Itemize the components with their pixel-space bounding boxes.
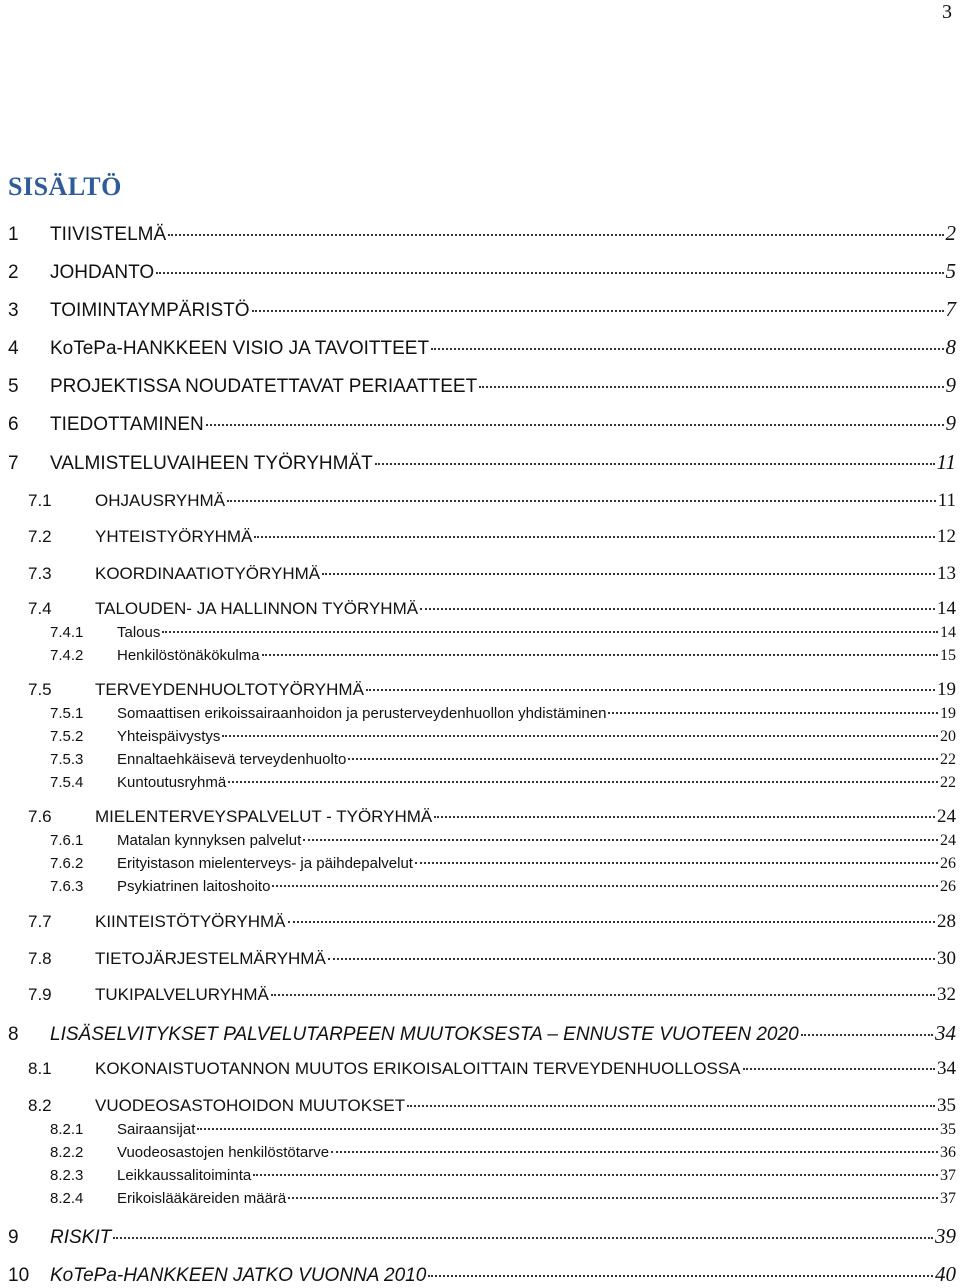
- entry-number: 7.4: [28, 599, 52, 618]
- entry-page: 26: [940, 855, 956, 872]
- entry-page: 11: [937, 490, 956, 511]
- entry-title: Talous: [117, 624, 161, 641]
- toc-entry[interactable]: [28, 1095, 956, 1117]
- entry-title: LISÄSELVITYKSET PALVELUTARPEEN MUUTOKSESTA – ENNUSTE VUOTEEN 2020: [50, 1024, 799, 1045]
- entry-title: PROJEKTISSA NOUDATETTAVAT PERIAATTEET: [50, 376, 478, 397]
- entry-number: 7.5.4: [50, 774, 84, 791]
- dot-leader: [331, 1151, 938, 1153]
- entry-title: Ennaltaehkäisevä terveydenhuolto: [117, 751, 347, 768]
- toc-entry[interactable]: [28, 679, 956, 701]
- dot-leader: [608, 712, 938, 714]
- toc-entry[interactable]: [8, 1224, 956, 1250]
- dot-leader: [420, 608, 935, 610]
- entry-title: TIETOJÄRJESTELMÄRYHMÄ: [95, 949, 326, 968]
- entry-page: 37: [940, 1190, 956, 1207]
- entry-page: 9: [945, 411, 956, 435]
- entry-page: 20: [940, 728, 956, 745]
- entry-page: 12: [937, 526, 956, 547]
- toc-entry[interactable]: [28, 948, 956, 970]
- entry-number: 5: [8, 376, 19, 397]
- toc-entry[interactable]: [8, 1262, 956, 1288]
- entry-number: 7.7: [28, 912, 52, 931]
- dot-leader: [222, 735, 938, 737]
- entry-title: Leikkaussalitoiminta: [117, 1167, 252, 1184]
- entry-number: 8.2: [28, 1096, 52, 1115]
- toc-entry[interactable]: [50, 704, 956, 724]
- toc-entry[interactable]: [8, 259, 956, 285]
- dot-leader: [197, 1128, 938, 1130]
- entry-title: KIINTEISTÖTYÖRYHMÄ: [95, 912, 286, 931]
- dot-leader: [348, 758, 938, 760]
- toc-entry[interactable]: [50, 831, 956, 851]
- toc-entry[interactable]: [50, 1166, 956, 1186]
- dot-leader: [162, 631, 938, 633]
- entry-number: 7.6.3: [50, 878, 84, 895]
- toc-entry[interactable]: [50, 1189, 956, 1209]
- entry-page: 34: [937, 1058, 956, 1079]
- entry-title: RISKIT: [50, 1227, 112, 1248]
- entry-number: 7.6.1: [50, 832, 84, 849]
- entry-title: Yhteispäivystys: [117, 728, 221, 745]
- dot-leader: [253, 1174, 938, 1176]
- entry-title: TALOUDEN- JA HALLINNON TYÖRYHMÄ: [95, 599, 419, 618]
- entry-number: 10: [8, 1265, 30, 1286]
- entry-page: 35: [940, 1121, 956, 1138]
- entry-title: TIIVISTELMÄ: [50, 224, 167, 245]
- entry-page: 19: [940, 705, 956, 722]
- entry-number: 2: [8, 262, 19, 283]
- entry-page: 11: [936, 450, 956, 474]
- toc-entry[interactable]: [50, 646, 956, 666]
- entry-title: Sairaansijat: [117, 1121, 196, 1138]
- entry-title: YHTEISTYÖRYHMÄ: [95, 527, 253, 546]
- toc-entry[interactable]: [50, 1143, 956, 1163]
- entry-number: 8.2.4: [50, 1190, 84, 1207]
- toc-entry[interactable]: [8, 373, 956, 399]
- toc-entry[interactable]: [28, 598, 956, 620]
- toc-entry[interactable]: [50, 623, 956, 643]
- entry-number: 9: [8, 1227, 19, 1248]
- entry-page: 2: [945, 221, 956, 245]
- entry-number: 3: [8, 300, 19, 321]
- entry-number: 7.5.2: [50, 728, 84, 745]
- entry-page: 35: [937, 1095, 956, 1116]
- toc-entry[interactable]: [8, 335, 956, 361]
- entry-number: 7.6.2: [50, 855, 84, 872]
- entry-page: 40: [935, 1262, 956, 1286]
- entry-page: 28: [937, 911, 956, 932]
- dot-leader: [801, 1034, 933, 1036]
- toc-entry[interactable]: [50, 750, 956, 770]
- dot-leader: [322, 573, 935, 575]
- toc-entry[interactable]: [8, 221, 956, 247]
- toc-entry[interactable]: [8, 411, 956, 437]
- entry-title: TIEDOTTAMINEN: [50, 414, 204, 435]
- entry-title: Erikoislääkäreiden määrä: [117, 1190, 287, 1207]
- dot-leader: [156, 272, 943, 274]
- entry-title: TUKIPALVELURYHMÄ: [95, 985, 269, 1004]
- entry-title: VUODEOSASTOHOIDON MUUTOKSET: [95, 1096, 406, 1115]
- toc-entry[interactable]: [50, 854, 956, 874]
- entry-number: 7.2: [28, 527, 52, 546]
- dot-leader: [262, 654, 938, 656]
- dot-leader: [113, 1237, 933, 1239]
- entry-page: 37: [940, 1167, 956, 1184]
- entry-number: 7.5.3: [50, 751, 84, 768]
- entry-title: MIELENTERVEYSPALVELUT - TYÖRYHMÄ: [95, 807, 433, 826]
- toc-entry[interactable]: [28, 563, 956, 585]
- dot-leader: [434, 816, 935, 818]
- dot-leader: [743, 1068, 936, 1070]
- entry-title: KOKONAISTUOTANNON MUUTOS ERIKOISALOITTAIN TERVEYDENHUOLLOSSA: [95, 1059, 741, 1078]
- dot-leader: [428, 1275, 933, 1277]
- toc-entry[interactable]: [8, 297, 956, 323]
- entry-number: 8.1: [28, 1059, 52, 1078]
- entry-title: KoTePa-HANKKEEN JATKO VUONNA 2010: [50, 1265, 427, 1286]
- entry-page: 32: [937, 984, 956, 1005]
- entry-page: 36: [940, 1144, 956, 1161]
- toc-entry[interactable]: [28, 911, 956, 933]
- entry-page: 22: [940, 774, 956, 791]
- dot-leader: [272, 885, 938, 887]
- entry-title: Henkilöstönäkökulma: [117, 647, 260, 664]
- dot-leader: [431, 348, 943, 350]
- entry-page: 22: [940, 751, 956, 768]
- dot-leader: [254, 536, 935, 538]
- entry-number: 8.2.3: [50, 1167, 84, 1184]
- dot-leader: [288, 921, 936, 923]
- entry-page: 39: [935, 1224, 956, 1248]
- toc-entry[interactable]: [50, 1120, 956, 1140]
- toc-entry[interactable]: [28, 806, 956, 828]
- entry-number: 6: [8, 414, 19, 435]
- dot-leader: [415, 862, 938, 864]
- entry-page: 34: [935, 1021, 956, 1045]
- entry-number: 7.5.1: [50, 705, 84, 722]
- entry-title: JOHDANTO: [50, 262, 155, 283]
- entry-title: VALMISTELUVAIHEEN TYÖRYHMÄT: [50, 453, 373, 474]
- entry-page: 13: [937, 563, 956, 584]
- entry-page: 24: [937, 806, 956, 827]
- entry-page: 19: [937, 679, 956, 700]
- entry-title: OHJAUSRYHMÄ: [95, 491, 226, 510]
- dot-leader: [252, 310, 944, 312]
- toc-entry[interactable]: [50, 773, 956, 793]
- dot-leader: [227, 500, 936, 502]
- entry-number: 7: [8, 453, 19, 474]
- entry-number: 7.8: [28, 949, 52, 968]
- entry-title: TERVEYDENHUOLTOTYÖRYHMÄ: [95, 680, 364, 699]
- entry-page: 7: [945, 297, 956, 321]
- entry-title: Somaattisen erikoissairaanhoidon ja perusterveydenhuollon yhdistäminen: [117, 705, 607, 722]
- entry-page: 14: [937, 598, 956, 619]
- entry-title: Kuntoutusryhmä: [117, 774, 227, 791]
- entry-title: Erityistason mielenterveys- ja päihdepalvelut: [117, 855, 413, 872]
- toc-entry[interactable]: [50, 727, 956, 747]
- entry-page: 15: [940, 647, 956, 664]
- entry-number: 4: [8, 338, 19, 359]
- entry-number: 7.4.1: [50, 624, 84, 641]
- entry-page: 5: [945, 259, 956, 283]
- dot-leader: [366, 689, 935, 691]
- dot-leader: [168, 234, 943, 236]
- toc-entry[interactable]: [28, 1058, 956, 1080]
- entry-page: 8: [945, 335, 956, 359]
- dot-leader: [228, 781, 938, 783]
- entry-number: 7.5: [28, 680, 52, 699]
- entry-title: KoTePa-HANKKEEN VISIO JA TAVOITTEET: [50, 338, 430, 359]
- entry-title: Psykiatrinen laitoshoito: [117, 878, 271, 895]
- entry-number: 7.6: [28, 807, 52, 826]
- dot-leader: [271, 994, 935, 996]
- entry-number: 7.4.2: [50, 647, 84, 664]
- entry-page: 30: [937, 948, 956, 969]
- entry-page: 14: [940, 624, 956, 641]
- entry-page: 9: [945, 373, 956, 397]
- toc-entry[interactable]: [8, 450, 956, 476]
- entry-page: 26: [940, 878, 956, 895]
- toc-entry[interactable]: [8, 1021, 956, 1047]
- dot-leader: [479, 386, 943, 388]
- dot-leader: [206, 424, 944, 426]
- dot-leader: [407, 1105, 935, 1107]
- entry-number: 7.1: [28, 491, 52, 510]
- entry-title: Vuodeosastojen henkilöstötarve: [117, 1144, 330, 1161]
- entry-number: 8.2.2: [50, 1144, 84, 1161]
- entry-number: 8: [8, 1024, 19, 1045]
- entry-number: 1: [8, 224, 19, 245]
- dot-leader: [328, 958, 935, 960]
- dot-leader: [375, 463, 935, 465]
- toc-entry[interactable]: [28, 526, 956, 548]
- entry-number: 7.9: [28, 985, 52, 1004]
- dot-leader: [303, 839, 938, 841]
- dot-leader: [288, 1197, 938, 1199]
- page-number: 3: [942, 1, 952, 23]
- toc-entry[interactable]: [28, 490, 956, 512]
- toc-heading: SISÄLTÖ: [8, 172, 122, 201]
- entry-number: 8.2.1: [50, 1121, 84, 1138]
- entry-page: 24: [940, 832, 956, 849]
- entry-title: KOORDINAATIOTYÖRYHMÄ: [95, 564, 321, 583]
- entry-title: Matalan kynnyksen palvelut: [117, 832, 302, 849]
- toc-entry[interactable]: [28, 984, 956, 1006]
- toc-entry[interactable]: [50, 877, 956, 897]
- entry-number: 7.3: [28, 564, 52, 583]
- entry-title: TOIMINTAYMPÄRISTÖ: [50, 300, 250, 321]
